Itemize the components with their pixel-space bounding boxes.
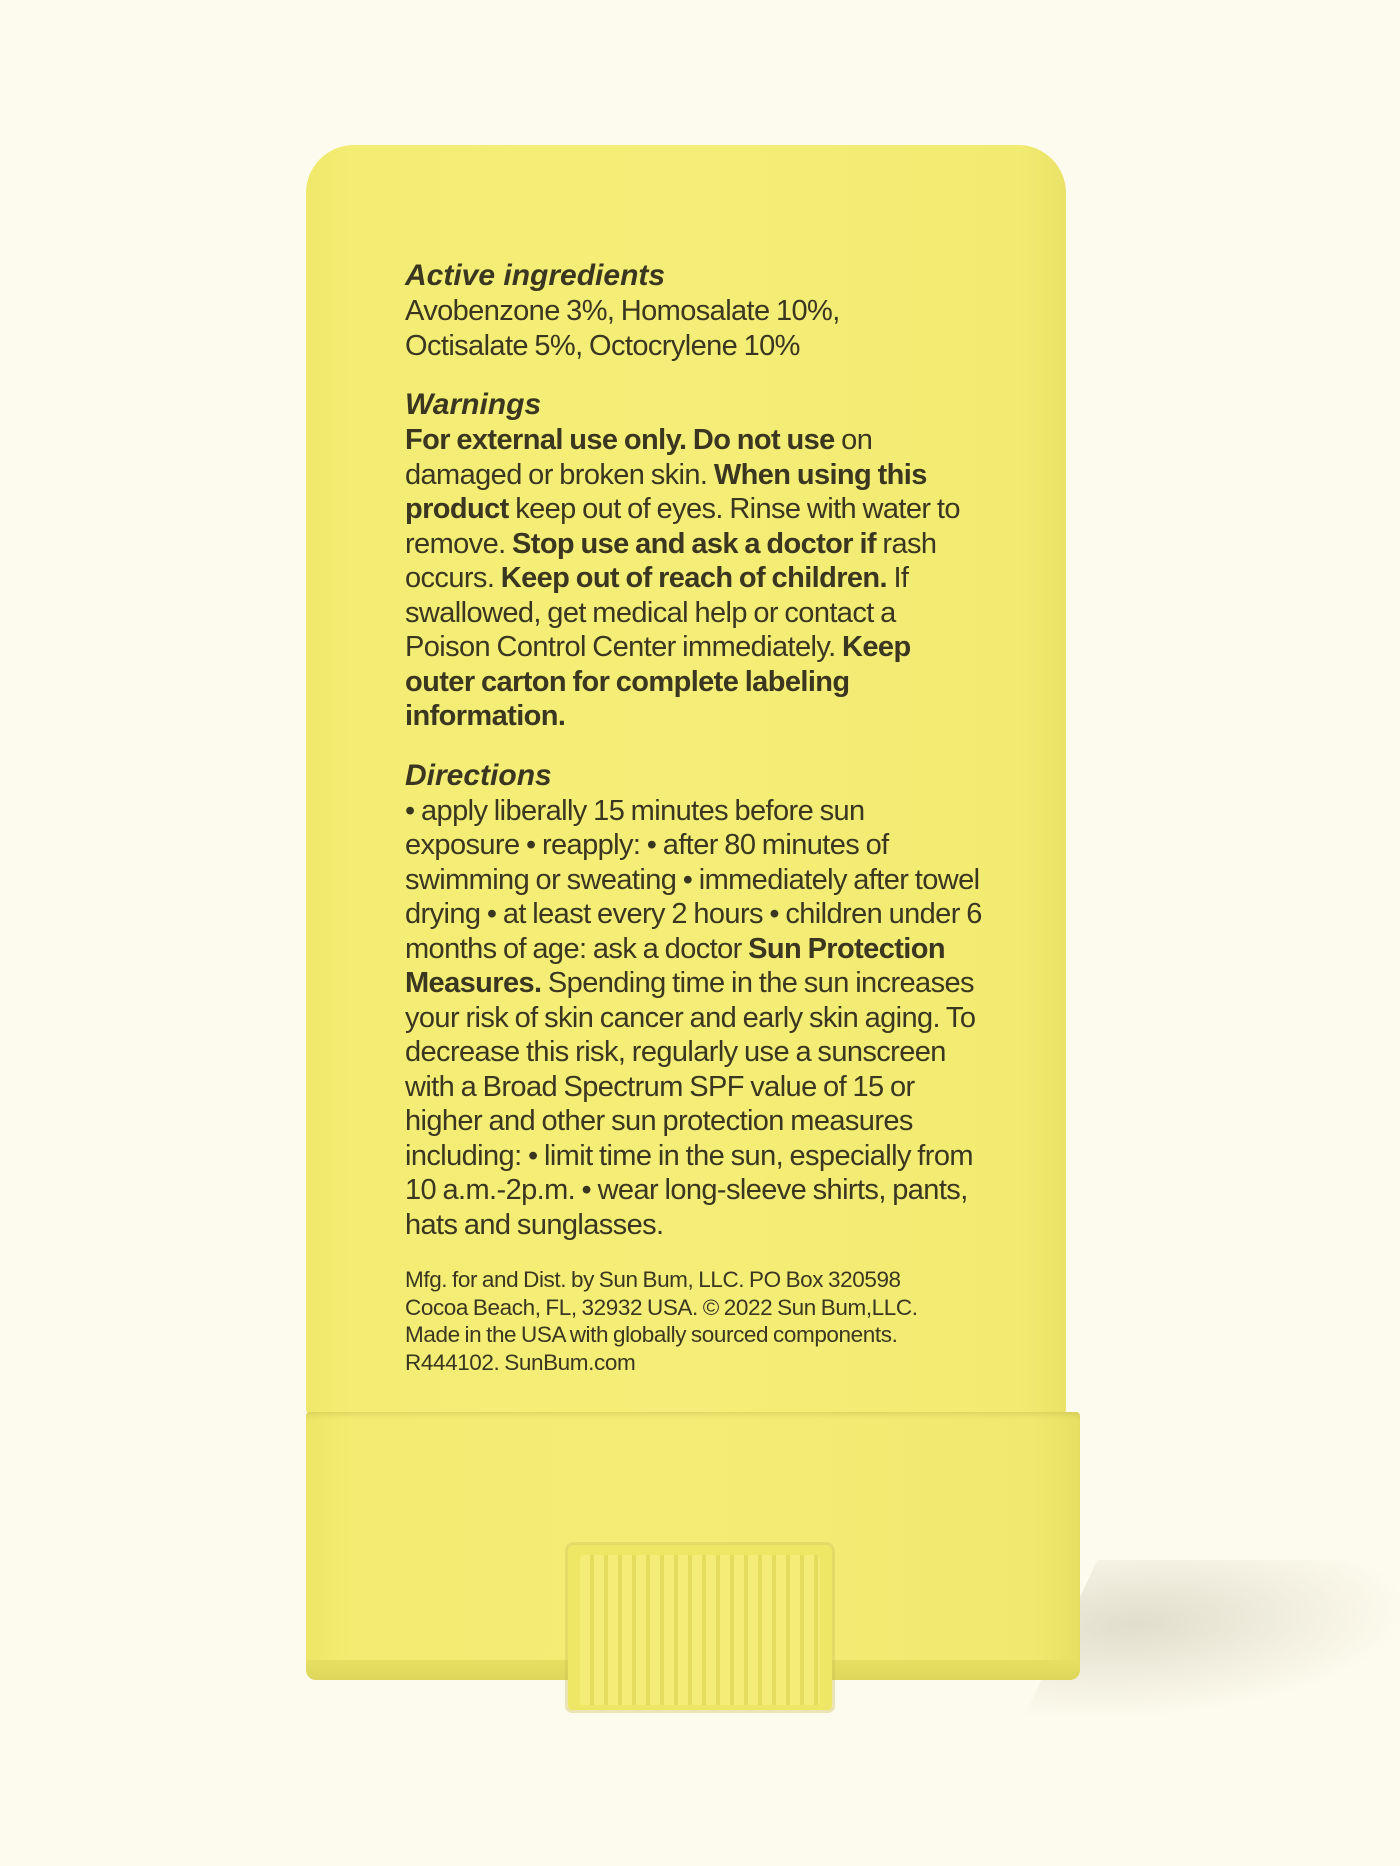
directions-text-part: • apply liberally 15 minutes before sun exposure • reapply: • after 80 minutes of swimming or sweating • immediately after towel drying • at least every 2 hours • children under 6 months of age: ask a doctor	[405, 794, 982, 965]
directions-text-part: Spending time in the sun increases your risk of skin cancer and early skin aging. To decrease this risk, regularly use a sunscreen with a Broad Spectrum SPF value of 15 or higher and other sun protection measures including: • limit time in the sun, especially from 10 a.m.-2p.m. • wear long-sleeve shirts, pants, hats and sunglasses.	[405, 967, 976, 1241]
warning-text: If swallowed, get medical help or contact a Poison Control Center immediately.	[405, 562, 909, 663]
warning-text: rash occurs.	[405, 527, 937, 594]
footer-line: Mfg. for and Dist. by Sun Bum, LLC. PO Box 320598	[405, 1267, 901, 1292]
manufacturer-footer	[405, 1266, 985, 1376]
active-ingredients-section	[405, 258, 985, 363]
footer-line: Cocoa Beach, FL, 32932 USA. © 2022 Sun Bum,LLC.	[405, 1294, 918, 1320]
warning-bold: For external use only. Do not use	[405, 424, 835, 456]
warnings-text	[405, 423, 985, 734]
warning-text: keep out of eyes. Rinse with water to remove.	[405, 493, 960, 560]
footer-line: Made in the USA with globally sourced components.	[405, 1322, 898, 1347]
warnings-heading: Warnings	[405, 388, 542, 421]
active-ingredients-line: Avobenzone 3%, Homosalate 10%,	[405, 295, 840, 327]
warning-bold: Stop use and ask a doctor if	[512, 527, 876, 560]
product-label	[405, 258, 985, 1376]
directions-section	[405, 758, 985, 1243]
directions-text	[405, 794, 985, 1243]
active-ingredients-heading: Active ingredients	[405, 259, 666, 292]
twist-dial-ridges	[580, 1555, 820, 1705]
warnings-section	[405, 387, 985, 734]
active-ingredients-line: Octisalate 5%, Octocrylene 10%	[405, 329, 800, 362]
warning-bold: Keep outer carton for complete labeling information.	[405, 631, 911, 732]
warning-bold: When using this product	[405, 458, 927, 525]
warning-text: on damaged or broken skin.	[405, 424, 873, 491]
warning-bold: Keep out of reach of children.	[500, 562, 888, 594]
footer-line: R444102. SunBum.com	[405, 1349, 636, 1375]
directions-heading: Directions	[405, 758, 552, 792]
sun-protection-heading: Sun Protection Measures.	[405, 932, 945, 999]
